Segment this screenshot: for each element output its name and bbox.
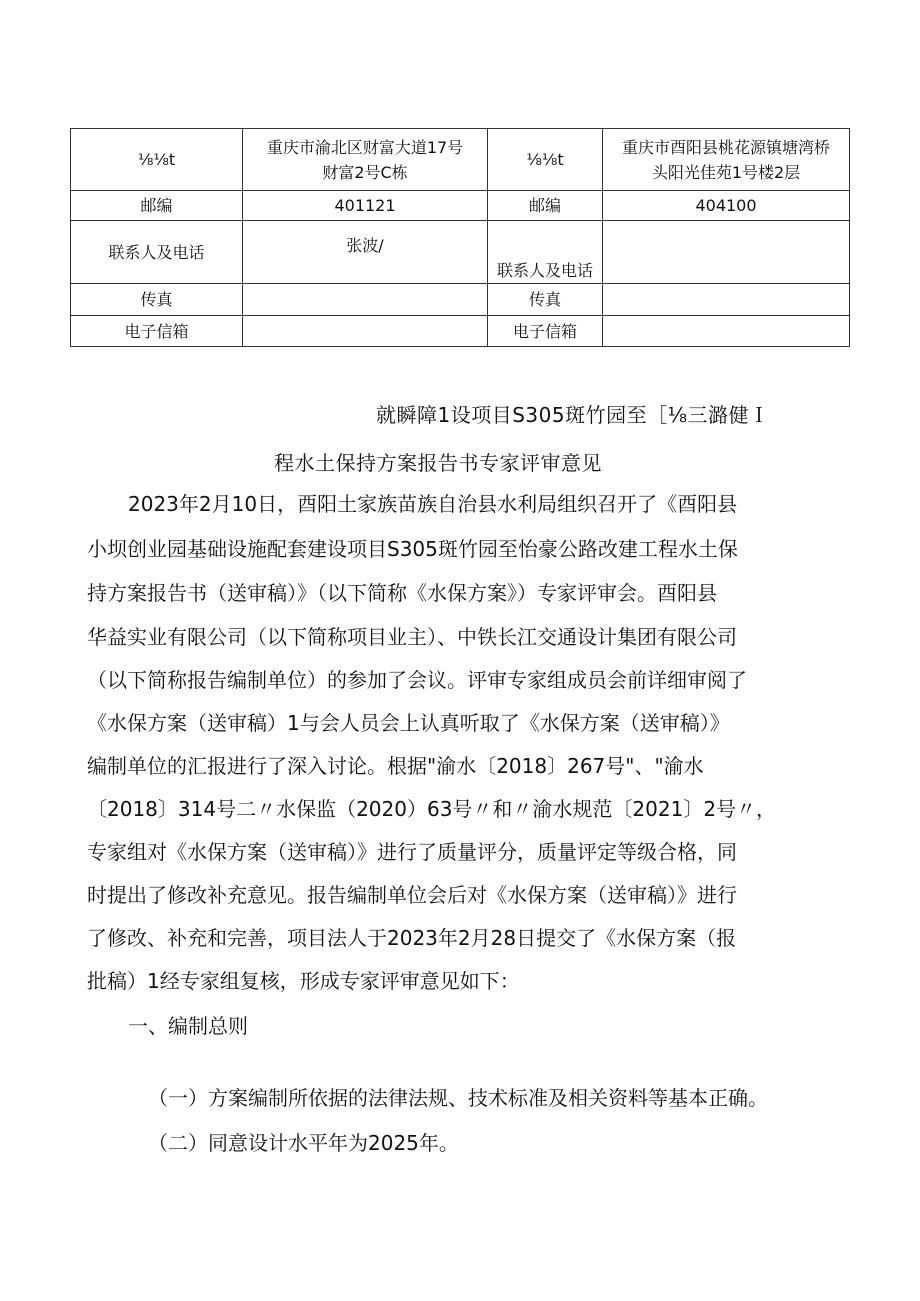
table-cell-label: 传真	[488, 284, 603, 316]
table-cell-label: 联系人及电话	[71, 221, 243, 284]
table-cell-label: ⅛⅛t	[71, 129, 243, 191]
section-item: （一）方案编制所依据的法律法规、技术标准及相关资料等基本正确。	[148, 1086, 768, 1110]
table-cell-value	[603, 284, 850, 316]
body-text-line: 〔2018〕314号二〃水保监（2020）63号〃和〃渝水规范〔2021〕2号〃，	[87, 797, 777, 821]
table-cell-value	[243, 316, 488, 347]
table-row	[71, 191, 850, 221]
table-cell-value	[243, 284, 488, 316]
table-row	[71, 129, 850, 191]
table-cell-value	[603, 221, 850, 284]
table-row	[71, 316, 850, 347]
body-text-line: 《水保方案（送审稿）1与会人员会上认真听取了《水保方案（送审稿）》	[87, 711, 730, 735]
table-cell-value: 张波/	[243, 221, 488, 284]
document-title-line-1: 就瞬障1设项目S305斑竹园至［⅛三潞健Ｉ	[376, 403, 770, 427]
body-text-line: 持方案报告书（送审稿）》（以下简称《水保方案》）专家评审会。酉阳县	[87, 581, 717, 605]
section-item: （二）同意设计水平年为2025年。	[148, 1131, 459, 1155]
table-cell-label: 电子信箱	[488, 316, 603, 347]
table-cell-value: 404100	[603, 191, 850, 221]
table-cell-value	[603, 316, 850, 347]
body-text-line: 专家组对《水保方案（送审稿）》进行了质量评分，质量评定等级合格，同	[87, 840, 737, 864]
table-cell-value: 401121	[243, 191, 488, 221]
table-row	[71, 221, 850, 284]
body-text-line: 2023年2月10日，酉阳土家族苗族自治县水利局组织召开了《酉阳县	[128, 492, 738, 516]
table-cell-label: 邮编	[71, 191, 243, 221]
table-cell-label: 联系人及电话	[488, 221, 603, 284]
table-cell-label: 邮编	[488, 191, 603, 221]
body-text-line: 批稿）1经专家组复核，形成专家评审意见如下：	[87, 969, 520, 993]
contact-table	[70, 128, 850, 347]
body-text-line: 华益实业有限公司（以下简称项目业主）、中铁长江交通设计集团有限公司	[87, 625, 737, 649]
table-cell-label: 电子信箱	[71, 316, 243, 347]
body-text-line: 了修改、补充和完善，项目法人于2023年2月28日提交了《水保方案（报	[87, 926, 737, 950]
body-text-line: 编制单位的汇报进行了深入讨论。根据"渝水〔2018〕267号"、"渝水	[87, 754, 704, 778]
body-text-line: 时提出了修改补充意见。报告编制单位会后对《水保方案（送审稿）》进行	[87, 883, 737, 907]
table-cell-value: 重庆市渝北区财富大道17号 财富2号C栋	[243, 129, 488, 191]
document-title-line-2: 程水土保持方案报告书专家评审意见	[274, 451, 602, 475]
section-heading: 一、编制总则	[128, 1014, 248, 1038]
table-cell-label: 传真	[71, 284, 243, 316]
body-text-line: 小坝创业园基础设施配套建设项目S305斑竹园至怡豪公路改建工程水土保	[87, 537, 738, 561]
table-cell-label: ⅛⅛t	[488, 129, 603, 191]
body-text-line: （以下简称报告编制单位）的参加了会议。评审专家组成员会前详细审阅了	[87, 668, 747, 692]
table-cell-value: 重庆市酉阳县桃花源镇塘湾桥 头阳光佳苑1号楼2层	[603, 129, 850, 191]
table-row	[71, 284, 850, 316]
